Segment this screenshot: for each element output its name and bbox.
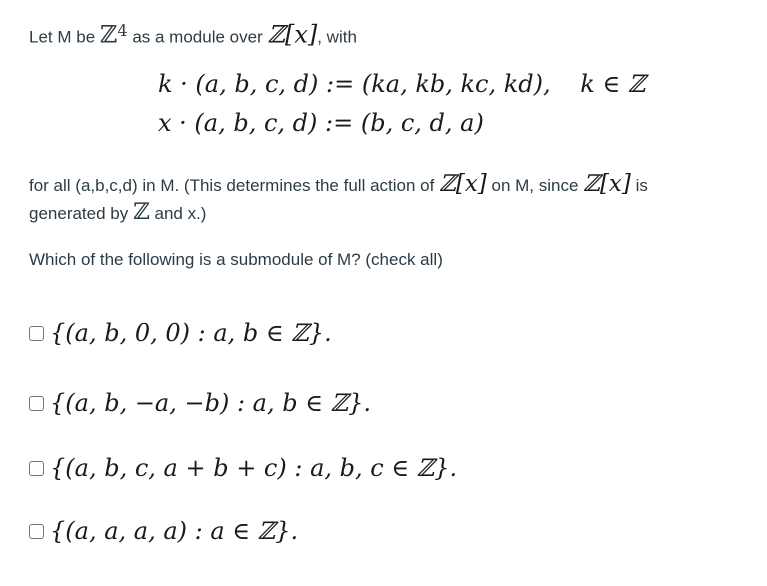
- explanation-part-1: for all (a,b,c,d) in M. (This determines the full action of: [29, 176, 440, 195]
- intro-line: [29, 17, 357, 52]
- explanation-ring-1: ℤ[x]: [439, 171, 487, 197]
- definition-line-1: [158, 70, 645, 98]
- option-2-label: {(a, b, −a, −b) : a, b ∈ ℤ}.: [50, 389, 372, 417]
- intro-text-before: Let M be: [29, 27, 100, 47]
- definition-scalar-condition: k ∈ ℤ: [580, 70, 646, 98]
- option-3-label: {(a, b, c, a + b + c) : a, b, c ∈ ℤ}.: [50, 454, 458, 482]
- option-2-checkbox[interactable]: [29, 396, 44, 411]
- question-text: Which of the following is a submodule of M? (check all): [29, 250, 443, 269]
- option-1-checkbox[interactable]: [29, 326, 44, 341]
- intro-text-middle: as a module over: [127, 27, 268, 47]
- option-1-label: {(a, b, 0, 0) : a, b ∈ ℤ}.: [50, 319, 332, 347]
- explanation-line2-part-2: and x.): [149, 204, 207, 223]
- definition-line-2: [158, 109, 484, 137]
- option-3[interactable]: [29, 451, 457, 485]
- ring-exponent: 4: [117, 21, 128, 40]
- option-4[interactable]: [29, 514, 298, 548]
- explanation-part-2: on M, since: [486, 176, 584, 195]
- explanation-line-2: [29, 198, 206, 228]
- option-2[interactable]: [29, 386, 371, 420]
- poly-ring: ℤ[x]: [267, 20, 318, 49]
- explanation-part-3: is: [630, 176, 648, 195]
- ring-symbol: ℤ: [99, 20, 118, 49]
- definition-x-action: x · (a, b, c, d) := (b, c, d, a): [158, 109, 484, 137]
- explanation-ring-2: ℤ[x]: [583, 171, 631, 197]
- option-1[interactable]: [29, 316, 332, 350]
- option-4-checkbox[interactable]: [29, 524, 44, 539]
- option-3-checkbox[interactable]: [29, 461, 44, 476]
- option-4-label: {(a, a, a, a) : a ∈ ℤ}.: [50, 517, 299, 545]
- intro-text-after: , with: [317, 27, 357, 47]
- explanation-line-1: [29, 170, 648, 200]
- definition-scalar-action: k · (a, b, c, d) := (ka, kb, kc, kd),: [158, 70, 551, 98]
- explanation-ring-3: ℤ: [132, 199, 150, 225]
- explanation-line2-part-1: generated by: [29, 204, 133, 223]
